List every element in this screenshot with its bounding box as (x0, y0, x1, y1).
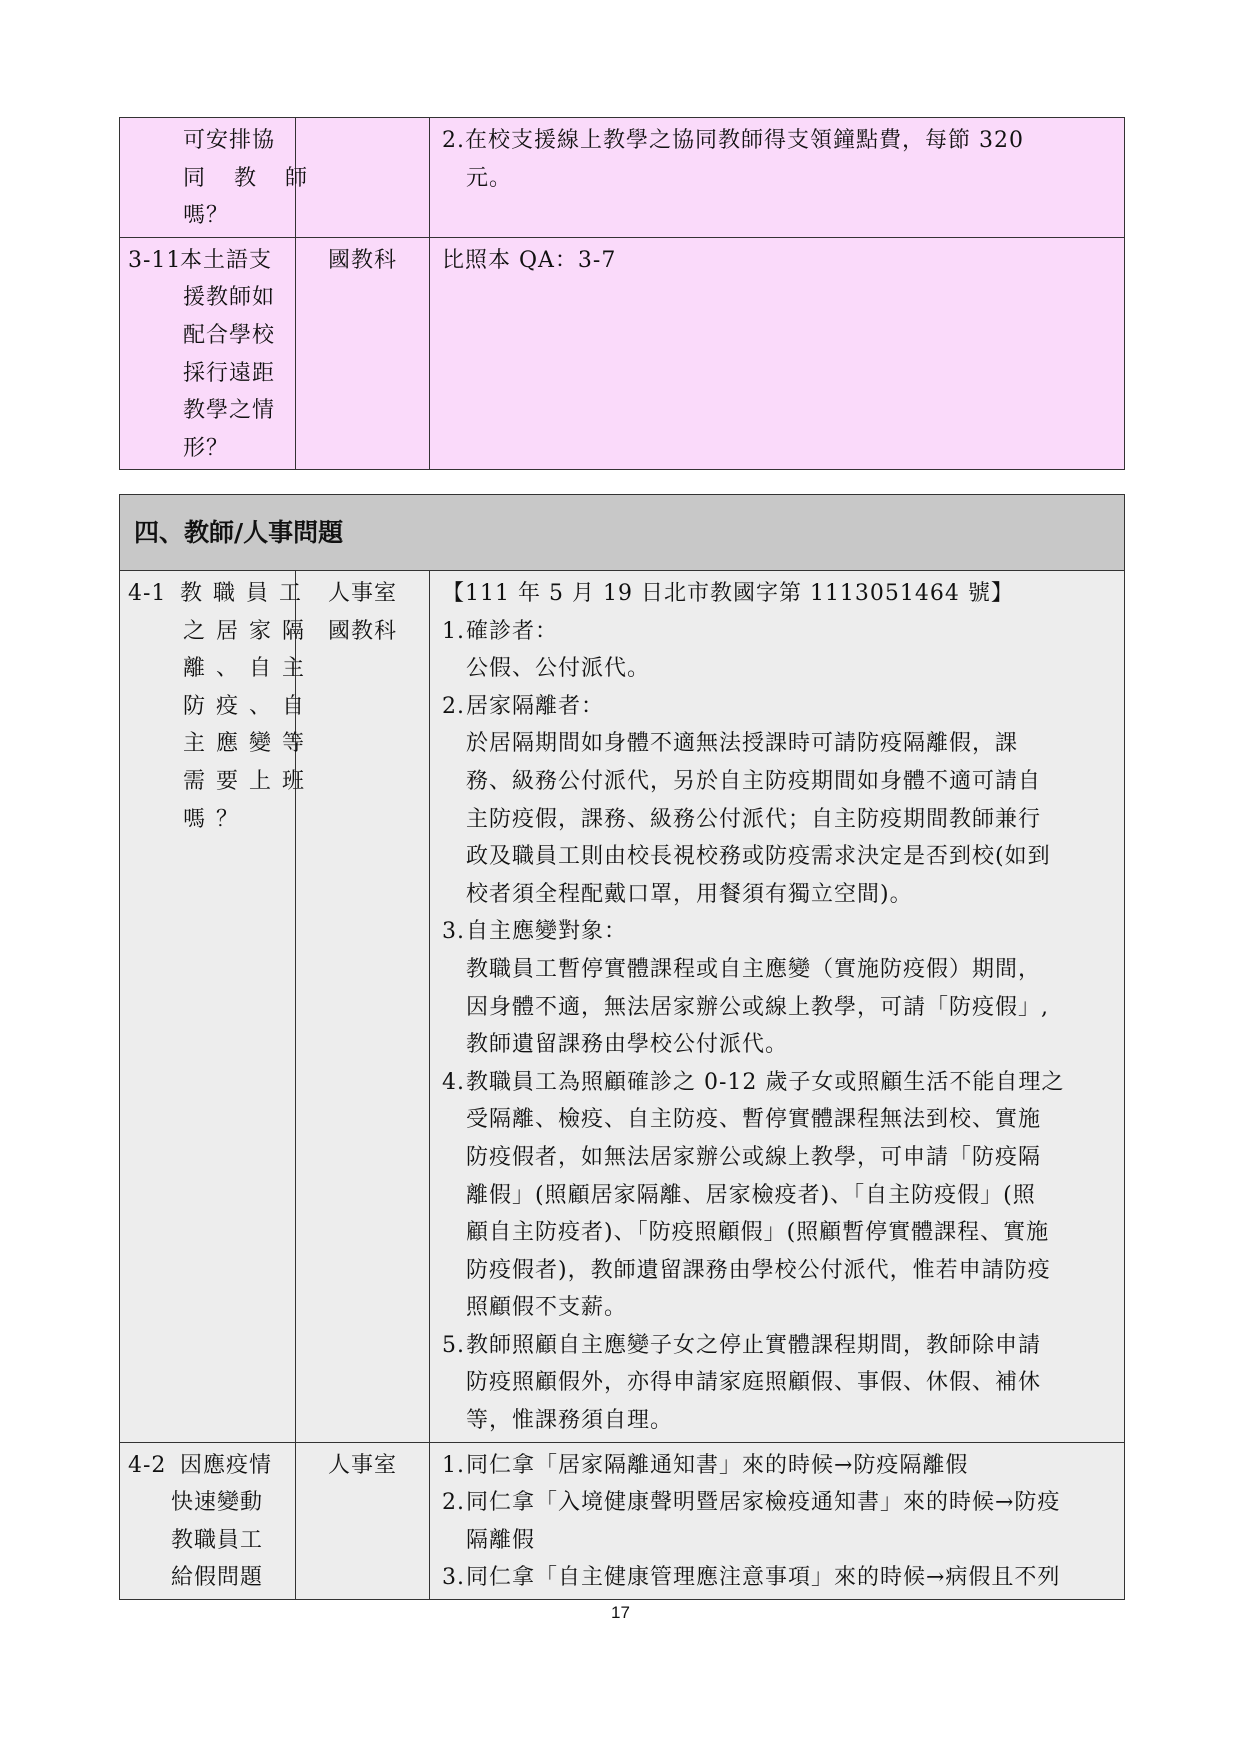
dept-cell (296, 571, 430, 1443)
section-header-row (120, 495, 1125, 571)
item-number: 2. (442, 1490, 465, 1516)
item-title: 居家隔離者： (466, 693, 605, 719)
question-line: 採行遠距 (183, 360, 276, 386)
question-number: 4-2 (128, 1452, 167, 1478)
question-line: 教職員工 (180, 581, 313, 606)
table-row (120, 1442, 1125, 1599)
question-line: 嗎？ (183, 806, 250, 832)
question-line: 同 教 師 (183, 165, 318, 191)
answer-cell (430, 1442, 1125, 1599)
item-title: 同仁拿「自主健康管理應注意事項」來的時候→病假且不列 (466, 1565, 1061, 1591)
question-cell (120, 237, 296, 470)
answer-item (442, 913, 1116, 1063)
question-number: 3-11 (128, 247, 182, 273)
answer-line: 比照本 QA：3-7 (442, 247, 617, 273)
dept-line: 人事室 (327, 581, 397, 606)
section-title: 四、教師/人事問題 (120, 495, 1125, 571)
item-line: 務、級務公付派代，另於自主防疫期間如身體不適可請自 (466, 768, 1042, 794)
page-number: 17 (611, 1603, 630, 1622)
answer-line: 2.在校支援線上教學之協同教師得支領鐘點費，每節 320 (442, 128, 1024, 153)
item-number: 2. (442, 693, 465, 719)
question-line: 配合學校 (183, 322, 276, 348)
dept-cell: 國教科 (296, 237, 430, 470)
question-line: 嗎？ (183, 203, 230, 229)
item-line: 防疫照顧假外，亦得申請家庭照顧假、事假、休假、補休 (466, 1370, 1042, 1396)
question-cell (120, 571, 316, 1443)
item-line: 主防疫假，課務、級務公付派代；自主防疫期間教師兼行 (466, 806, 1042, 832)
table-row (120, 118, 1125, 238)
item-line: 防疫假者，如無法居家辦公或線上教學，可申請「防疫隔 (466, 1144, 1042, 1170)
table-row (120, 237, 1125, 470)
item-line: 離假」(照顧居家隔離、居家檢疫者)、「自主防疫假」(照 (466, 1182, 1036, 1208)
item-number: 5. (442, 1332, 465, 1358)
question-line: 給假問題 (171, 1565, 264, 1591)
qa-table-section4 (119, 494, 1125, 1600)
item-number: 4. (442, 1069, 465, 1095)
answer-item (442, 1327, 1116, 1440)
item-number: 3. (442, 919, 465, 945)
item-line: 照顧假不支薪。 (466, 1295, 628, 1321)
item-number: 1. (442, 618, 465, 644)
item-title: 自主應變對象： (466, 919, 628, 945)
question-line: 援教師如 (183, 285, 276, 311)
question-line: 離、自主 (183, 656, 316, 682)
answer-item (442, 1559, 1116, 1597)
dept-cell: 人事室 (296, 1442, 430, 1599)
item-line: 因身體不適，無法居家辦公或線上教學，可請「防疫假」, (466, 994, 1049, 1020)
item-line: 教職員工暫停實體課程或自主應變（實施防疫假）期間， (466, 956, 1042, 982)
item-line: 等，惟課務須自理。 (466, 1408, 674, 1434)
item-title: 教職員工為照顧確診之 0-12 歲子女或照顧生活不能自理之 (466, 1069, 1065, 1095)
question-line: 需要上班 (183, 768, 316, 794)
item-title: 同仁拿「居家隔離通知書」來的時候→防疫隔離假 (466, 1452, 969, 1478)
table-row (120, 571, 1125, 1443)
question-line: 形？ (183, 435, 230, 461)
question-line: 教職員工 (171, 1527, 264, 1553)
answer-line: 元。 (466, 165, 513, 191)
question-line: 快速變動 (171, 1490, 264, 1516)
answer-item (442, 613, 1116, 688)
answer-cell (430, 571, 1125, 1443)
item-number: 3. (442, 1565, 465, 1591)
item-line: 公假、公付派代。 (466, 656, 651, 682)
item-line: 受隔離、檢疫、自主防疫、暫停實體課程無法到校、實施 (466, 1107, 1042, 1133)
dept-line: 國教科 (327, 618, 397, 644)
question-number: 4-1 (128, 581, 167, 606)
item-line: 隔離假 (466, 1527, 536, 1553)
item-line: 教師遺留課務由學校公付派代。 (466, 1032, 789, 1058)
item-title: 確診者： (466, 618, 559, 644)
question-line: 之居家隔 (183, 618, 316, 644)
question-line: 主應變等 (183, 731, 316, 757)
question-line: 教學之情 (183, 398, 276, 424)
answer-item (442, 1447, 1116, 1485)
answer-cell (430, 237, 1125, 470)
question-cell (120, 1442, 296, 1599)
item-line: 防疫假者)，教師遺留課務由學校公付派代，惟若申請防疫 (466, 1257, 1051, 1283)
qa-table-top (119, 117, 1125, 470)
question-line: 因應疫情 (180, 1452, 273, 1478)
item-number: 1. (442, 1452, 465, 1478)
question-line: 本土語支 (180, 247, 273, 273)
answer-cell (430, 118, 1125, 238)
answer-item (442, 1064, 1116, 1327)
item-line: 顧自主防疫者)、「防疫照顧假」(照顧暫停實體課程、實施 (466, 1220, 1050, 1246)
question-line: 防疫、自 (183, 693, 316, 719)
item-title: 同仁拿「入境健康聲明暨居家檢疫通知書」來的時候→防疫 (466, 1490, 1061, 1516)
answer-item (442, 688, 1116, 914)
item-line: 政及職員工則由校長視校務或防疫需求決定是否到校(如到 (466, 844, 1051, 870)
item-line: 於居隔期間如身體不適無法授課時可請防疫隔離假，課 (466, 731, 1019, 757)
answer-header: 【111 年 5 月 19 日北市教國字第 1113051464 號】 (442, 581, 1014, 606)
item-title: 教師照顧自主應變子女之停止實體課程期間，教師除申請 (466, 1332, 1042, 1358)
item-line: 校者須全程配戴口罩，用餐須有獨立空間)。 (466, 881, 913, 907)
question-line: 可安排協 (183, 128, 276, 153)
question-cell (120, 118, 318, 238)
answer-item (442, 1484, 1116, 1559)
